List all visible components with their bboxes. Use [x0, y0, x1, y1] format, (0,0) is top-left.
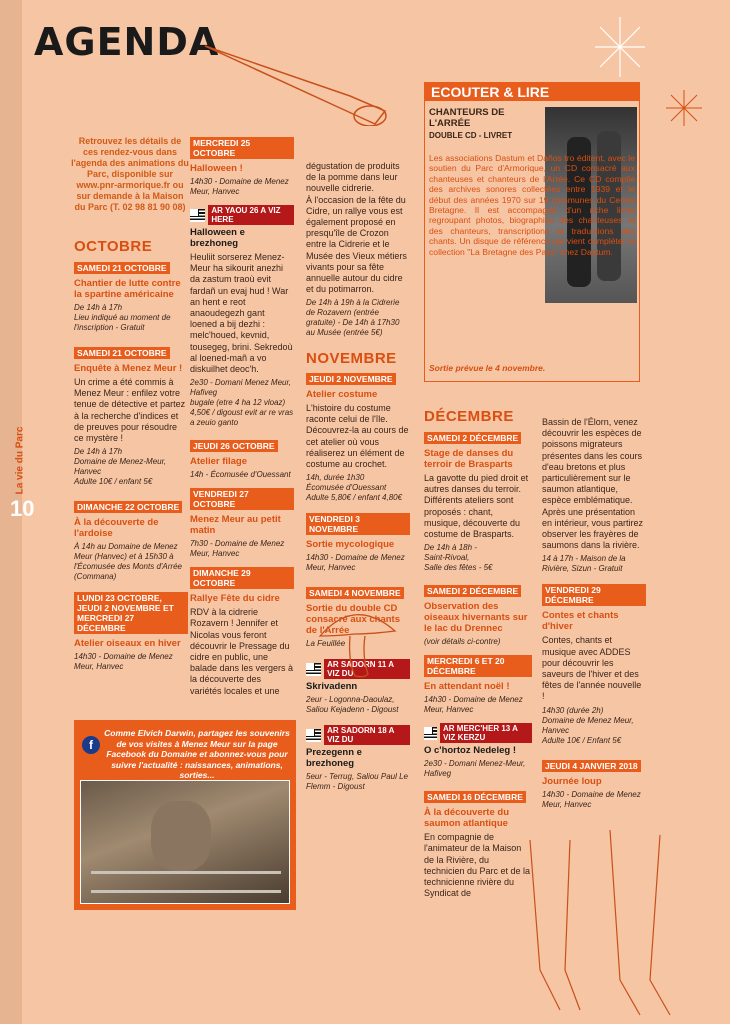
- event-description: RDV à la cidrerie Rozavern ! Jennifer et Nicolas vous feront découvrir le Pressage du cidre en public, une balade dans les vergers à la découverte des variétés locales et une: [190, 607, 294, 696]
- agenda-event: [190, 567, 294, 697]
- month-heading-december: DÉCEMBRE: [424, 408, 514, 425]
- event-info: 14h, durée 1h30 Écomusée d'Ouessant Adulte 5,80€ / enfant 4,80€: [306, 473, 403, 503]
- ecouter-lire-box: [424, 82, 640, 382]
- cider-info: De 14h à 19h à la Cidrerie de Rozavern (entrée gratuite) - De 14h à 17h30 au Musée (entrée 5€): [306, 298, 400, 338]
- cider-continued-text: dégustation de produits de la pomme dans leur nouvelle cidrerie. À l'occasion de la fête du Cidre, un rallye vous est également proposé en presqu'île de Crozon entre la Cidrerie et le Musée des Vieux métiers vivants pour sa fête annuelle autour du cidre et du potimarron.: [306, 161, 407, 295]
- event-description: Bassin de l'Élorn, venez découvrir les espèces de poissons migrateurs présentes dans les cours d'eau bretons et plus particulièrement sur le saumon atlantique, espèce emblématique. Après une présentation en intérieur, vous partirez observer les frayères de saumons dans la rivière.: [542, 417, 644, 551]
- event-title: Rallye Fête du cidre: [190, 593, 280, 605]
- event-date: SAMEDI 2 DÉCEMBRE: [424, 585, 521, 597]
- event-title: À la découverte de l'ardoise: [74, 517, 159, 540]
- event-title: Menez Meur au petit matin: [190, 514, 281, 537]
- section-side-label: La vie du Parc: [14, 426, 26, 495]
- facebook-icon[interactable]: f: [82, 736, 100, 754]
- agenda-event: [424, 655, 532, 715]
- event-description: Contes, chants et musique avec ADDES pour découvrir les saveurs de l'hiver et des fêtes de l'année nouvelle !: [542, 635, 642, 702]
- event-info: De 14h à 17h Lieu indiqué au moment de l'inscription - Gratuit: [74, 303, 171, 332]
- event-info: 5eur - Terrug, Saliou Paul Le Flemm - Digoust: [306, 772, 408, 792]
- event-date: MERCREDI 6 ET 20 DÉCEMBRE: [424, 655, 532, 677]
- agenda-event: [74, 258, 188, 333]
- event-info: 14h30 - Domaine de Menez Meur, Hanvec: [542, 789, 641, 809]
- breton-flag-icon: [306, 729, 321, 742]
- event-date: JEUDI 2 NOVEMBRE: [306, 373, 396, 385]
- snowflake-icon: [664, 88, 704, 128]
- event-date: DIMANCHE 22 OCTOBRE: [74, 501, 182, 513]
- event-title: Sortie du double CD consacré aux chants de l'Arrée: [306, 603, 400, 637]
- page-title: AGENDA: [34, 20, 220, 64]
- event-info: 14h30 - Domaine de Menez Meur, Hanvec: [424, 695, 523, 715]
- event-date: MERCREDI 25 OCTOBRE: [190, 137, 294, 159]
- month-heading-november: NOVEMBRE: [306, 350, 397, 367]
- agenda-event: [74, 497, 188, 582]
- event-title: Enquête à Menez Meur !: [74, 363, 183, 374]
- event-info: (voir détails ci-contre): [424, 637, 501, 647]
- agenda-event: [542, 584, 646, 745]
- donkey-photo: [80, 780, 290, 904]
- event-title: Atelier costume: [306, 389, 378, 400]
- cider-continuation: [306, 161, 410, 338]
- event-title: Atelier filage: [190, 456, 248, 468]
- breton-date: AR YAOU 26 A VIZ HERE: [208, 205, 294, 225]
- column-3: [306, 369, 410, 802]
- bombarde-illustration: [200, 36, 390, 126]
- event-title: Halloween e brezhoneg: [190, 227, 245, 249]
- breton-date: AR SADORN 11 A VIZ DU: [324, 659, 410, 679]
- agenda-event: [424, 723, 532, 779]
- event-title: Skrivadenn: [306, 681, 358, 693]
- event-title: Prezegenn e brezhoneg: [306, 747, 362, 770]
- event-info: De 14h à 17h Domaine de Menez-Meur, Hanvec Adulte 10€ / enfant 5€: [74, 447, 167, 487]
- event-date: SAMEDI 2 DÉCEMBRE: [424, 432, 521, 444]
- cd-description: Les associations Dastum et Daños tro éditent, avec le soutien du Parc d'Armorique, un CD consacré aux chanteuses et chanteurs de l'Arrée. Ce CD compile des archives sonores collectées entre 1939 et le début des années 1970 sur 19 communes du Centre Bretagne. Il est accompagné d'un riche livret regroupant photos, biographies des chanteuses et des chanteurs, transcriptions et traductions des chants. Un disque de référence qui vient compléter la collection "La Bretagne des Pays" chez Dastum.: [429, 153, 635, 257]
- event-date: VENDREDI 29 DÉCEMBRE: [542, 584, 646, 606]
- breton-date: AR SADORN 18 A VIZ DU: [324, 725, 410, 745]
- event-date: JEUDI 26 OCTOBRE: [190, 440, 278, 452]
- agenda-event: [306, 513, 410, 573]
- event-info: 2e30 - Domani Menez-Meur, Hafiveg: [424, 759, 526, 779]
- event-title: En attendant noël !: [424, 681, 510, 693]
- event-info: 7h30 - Domaine de Menez Meur, Hanvec: [190, 539, 285, 559]
- event-info: 14 à 17h - Maison de la Rivière, Sizun - Gratuit: [542, 554, 626, 574]
- dancers-legs-illustration: [510, 820, 710, 1020]
- agenda-event: [424, 581, 532, 647]
- intro-text: Retrouvez les détails de ces rendez-vous dans l'agenda des animations du Parc, disponible sur www.pnr-armorique.fr ou sur demande à la Maison du Parc (T. 02 98 81 90 08): [71, 136, 189, 212]
- agenda-event: [190, 137, 294, 197]
- event-info: 14h30 - Domaine de Menez Meur, Hanvec: [190, 177, 289, 196]
- event-title: Sortie mycologique: [306, 539, 395, 551]
- breton-date-badge: [190, 205, 294, 225]
- agenda-event: [306, 369, 410, 503]
- ecouter-heading: ECOUTER & LIRE: [425, 83, 639, 101]
- agenda-event: [542, 417, 646, 574]
- agenda-event: [190, 436, 294, 480]
- cd-subtitle: DOUBLE CD - LIVRET: [429, 131, 513, 140]
- event-date: VENDREDI 27 OCTOBRE: [190, 488, 294, 510]
- event-title: Observation des oiseaux hivernants sur le lac du Drennec: [424, 601, 528, 635]
- event-title: Stage de danses du terroir de Brasparts: [424, 448, 514, 470]
- event-date: SAMEDI 4 NOVEMBRE: [306, 587, 404, 599]
- event-description: L'histoire du costume raconte celui de l'île. Découvrez-la au cours de cet atelier où vous réaliserez un élément de costume au crochet.: [306, 403, 409, 470]
- event-info: 2eur - Logonna-Daoulaz, Saliou Kejadenn - Digoust: [306, 695, 399, 715]
- event-title: Atelier oiseaux en hiver: [74, 638, 181, 650]
- event-info: 2e30 - Domani Menez Meur, Hafiveg bugale (etre 4 ha 12 vloaz) 4,50€ / digoust evit ar re vras a zeuio ganto: [190, 378, 294, 428]
- event-title: Halloween !: [190, 163, 243, 174]
- month-heading-october: OCTOBRE: [74, 238, 153, 255]
- mushroom-illustration: [310, 596, 400, 686]
- facebook-text: Comme Elvich Darwin, partagez les souvenirs de vos visites à Menez Meur sur la page Facebook du Domaine et abonnez-vous pour suivre l'actualité : naissances, animations, sorties...: [104, 728, 290, 780]
- agenda-event: [74, 343, 188, 487]
- event-date: SAMEDI 21 OCTOBRE: [74, 262, 170, 274]
- event-title: Contes et chants d'hiver: [542, 610, 619, 633]
- agenda-event: [424, 428, 532, 573]
- event-title: Chantier de lutte contre la spartine américaine: [74, 278, 181, 300]
- event-info: 14h30 - Domaine de Menez Meur, Hanvec: [306, 553, 405, 573]
- event-info: 14h30 (durée 2h) Domaine de Menez Meur, Hanvec Adulte 10€ / Enfant 5€: [542, 705, 634, 745]
- event-title: À la découverte du saumon atlantique: [424, 807, 509, 830]
- event-info: La Feuillée: [306, 639, 346, 649]
- agenda-event: [190, 488, 294, 559]
- event-info: 14h30 - Domaine de Menez Meur, Hanvec: [74, 652, 173, 672]
- event-description: Un crime a été commis à Menez Meur : enfilez votre tenue de détective et partez à la recherche d'indices et de preuves pour résoudre ce mystère !: [74, 377, 186, 444]
- breton-flag-icon: [424, 727, 437, 740]
- event-info: 14h - Écomusée d'Ouessant: [190, 470, 291, 480]
- event-date: VENDREDI 3 NOVEMBRE: [306, 513, 410, 535]
- page-number: 10: [10, 496, 35, 521]
- breton-date: AR MERC'HER 13 A VIZ KERZU: [440, 723, 532, 743]
- event-title: Journée loup: [542, 775, 602, 787]
- cd-release: Sortie prévue le 4 novembre.: [429, 363, 546, 373]
- agenda-event: [74, 592, 188, 672]
- agenda-event: [306, 725, 410, 792]
- breton-date-badge: [306, 725, 410, 745]
- breton-flag-icon: [190, 209, 205, 222]
- agenda-event: [190, 205, 294, 428]
- event-date: DIMANCHE 29 OCTOBRE: [190, 567, 294, 589]
- column-5: [542, 414, 646, 820]
- event-date: JEUDI 4 JANVIER 2018: [542, 760, 641, 772]
- event-description: La gavotte du pied droit et autres danses du terroir. Différents ateliers sont proposés : chant, musique, découverte du costume de Brasparts.: [424, 473, 529, 540]
- event-title: O c'hortoz Nedeleg !: [424, 745, 516, 757]
- event-description: Heuliit sorserez Menez-Meur ha sikourit anezhi da zastum traoù evit fardañ un evaj hud ! War an hent e reot anaoudegezh gant loened a bij dezhi : melc'houed, kevnid, tousegeg, brini. Sekredoù al loened-mañ a vo diskuilhet deoc'h.: [190, 252, 293, 375]
- event-description: En compagnie de l'animateur de la Maison de la Rivière, du technicien du Parc et de la technicienne rivière du Syndicat de: [424, 832, 531, 899]
- breton-date-badge: [424, 723, 532, 743]
- event-date: SAMEDI 21 OCTOBRE: [74, 347, 170, 359]
- snowflake-icon: [590, 12, 650, 82]
- event-date: SAMEDI 16 DÉCEMBRE: [424, 791, 526, 803]
- column-2: [190, 137, 294, 705]
- column-1: [74, 258, 188, 682]
- facebook-box: [74, 720, 296, 910]
- event-info: De 14h à 18h - Saint-Rivoal, Salle des fêtes - 5€: [424, 543, 493, 573]
- event-date: LUNDI 23 OCTOBRE, JEUDI 2 NOVEMBRE ET MERCREDI 27 DÉCEMBRE: [74, 592, 188, 634]
- cd-title: CHANTEURS DE L'ARRÉE: [429, 107, 505, 129]
- event-info: À 14h au Domaine de Menez Meur (Hanvec) et à 15h30 à l'Écomusée des Monts d'Arrée (Commana): [74, 542, 182, 582]
- agenda-event: [542, 756, 646, 810]
